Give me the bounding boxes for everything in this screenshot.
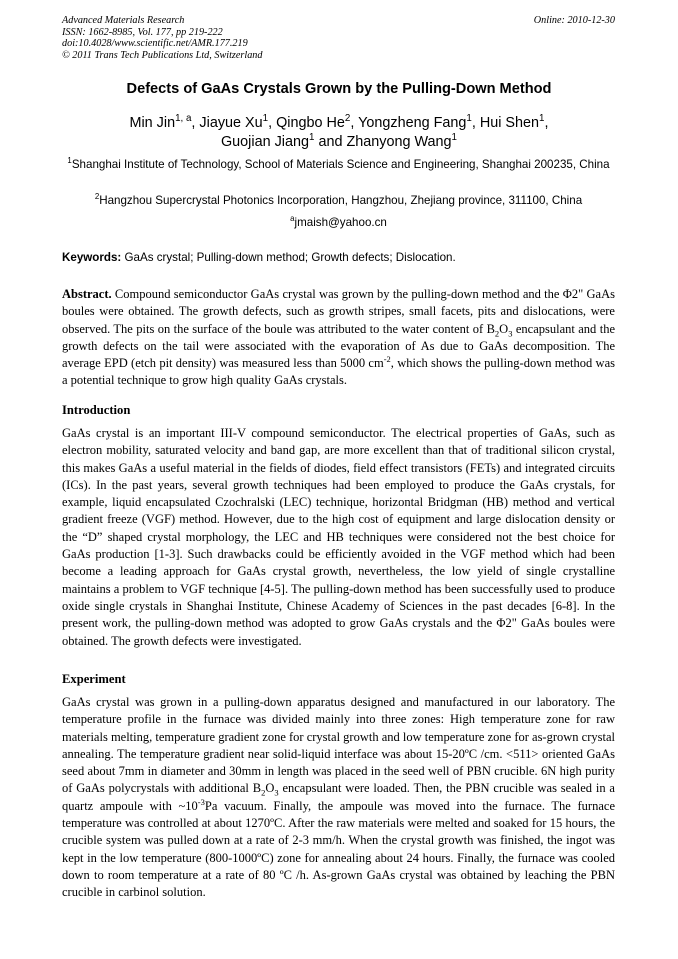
journal-header	[62, 15, 262, 61]
author-separator: ,	[268, 115, 277, 131]
author-line-2	[0, 133, 678, 152]
introduction-text: GaAs crystal is an important III-V compound semiconductor. The electrical properties of GaAs, such as electron mobility, saturated velocity and band gap, are more excellent than that of traditional silicon crystal, this makes GaAs a useful material in the fields of diodes, field effect transistors (FETs) and integrated circuits (ICs). In the past years, several growth techniques had been employed to produce the GaAs crystals, for example, liquid encapsulated Czochralski (LEC) technique, horizontal Bridgman (HB) method and vertical gradient freeze (VGF) method. However, due to the high cost of equipment and large dislocation density or the “D” shaped crystal morphology, the LEC and HB techniques were considered not the best choice for GaAs production [1-3]. Such drawbacks could be efficiently avoided in the VGF method which had been become a leading approach for GaAs crystal growth, nevertheless, the low yield of single crystalline maintains a problem to VGF technique [4-5]. The pulling-down method has been successfully used to produce oxide single crystals in Shanghai Institute, Chinese Academy of Sciences in the past decades [6-8]. In the present work, the pulling-down method was adopted to grow GaAs crystals and the Φ2" GaAs boules were obtained. The growth defects were investigated.	[62, 426, 615, 648]
author-separator: ,	[471, 115, 480, 131]
author-name: Hui Shen	[479, 115, 540, 131]
author-name: Jiayue Xu	[199, 115, 263, 131]
abstract-subscript: 3	[508, 328, 513, 339]
abstract-superscript: -2	[383, 354, 391, 365]
author-affil-mark: 1	[539, 113, 545, 125]
journal-issn: ISSN: 1662-8985, Vol. 177, pp 219-222	[62, 26, 223, 38]
abstract-subscript: 2	[494, 328, 500, 339]
author-line-1	[0, 114, 678, 133]
abstract-text: encapsulant and the growth defects on the tail were associated with the evaporation of As due to GaAs decomposition. The average EPD (etch pit density) was measured less than 5000 cm	[62, 321, 615, 371]
author-separator: and	[314, 134, 347, 150]
author-separator: ,	[544, 115, 549, 131]
experiment-superscript: -3	[197, 796, 205, 807]
author-name: Yongzheng Fang	[358, 115, 467, 131]
author-affil-mark: 1	[451, 132, 457, 144]
abstract	[62, 286, 615, 390]
paper-title: Defects of GaAs Crystals Grown by the Pulling-Down Method	[126, 81, 552, 97]
abstract-label: Abstract.	[62, 287, 112, 301]
author-separator: ,	[350, 115, 359, 131]
author-separator: ,	[191, 115, 200, 131]
experiment-heading: Experiment	[62, 672, 126, 686]
author-name: Min Jin	[129, 115, 176, 131]
experiment-text-part: encapsulant were loaded. Then, the PBN crucible was sealed in a quartz ampoule with ~10	[62, 781, 615, 813]
experiment-text	[62, 694, 615, 902]
author-list	[0, 114, 678, 152]
online-date: Online: 2010-12-30	[533, 15, 615, 26]
affiliation-text: Hangzhou Supercrystal Photonics Incorporation, Hangzhou, Zhejiang province, 311100, China	[99, 194, 583, 207]
abstract-text: O	[499, 321, 509, 336]
affiliation-mark: 2	[94, 192, 100, 202]
corresponding-email	[62, 215, 615, 230]
experiment-text-part: O	[265, 781, 275, 796]
experiment-text-part: Pa vacuum. Finally, the ampoule was moved into the furnace. The furnace temperature was controlled at about 1270ºC. After the raw materials were melted and soaked for 15 hours, the crucible system was pulled down at a rate of 2-3 mm/h. When the crystal growth was finished, the ingot was kept in the low temperature (800-1000ºC) zone for annealing about 24 hours. Finally, the furnace was cooled down to room temperature at a rate of 80 ºC /h. As-grown GaAs crystal was obtained by leaching the PBN crucible in carbinol solution.	[62, 798, 615, 900]
email-address: jmaish@yahoo.cn	[294, 216, 387, 229]
journal-name: Advanced Materials Research	[62, 15, 185, 26]
email-mark: a	[290, 214, 295, 224]
experiment-text-part: GaAs crystal was grown in a pulling-down apparatus designed and manufactured in our laboratory. The temperature profile in the furnace was divided mainly into three zones: High temperature zone for raw materials melting, temperature gradient zone for crystal growth and low temperature zone for as-grown crystal annealing. The temperature gradient near solid-liquid interface was about 15-20ºC /cm. <511> oriented GaAs seed about 7mm in diameter and 30mm in length was placed in the seed well of PBN crucible. 6N high purity of GaAs polycrystals with additional B	[62, 695, 615, 796]
affiliation-mark: 1	[67, 156, 72, 166]
affiliation-1	[62, 157, 615, 172]
journal-copyright: © 2011 Trans Tech Publications Ltd, Switzerland	[62, 49, 263, 61]
author-affil-mark: 1	[466, 113, 472, 125]
keywords	[62, 251, 615, 264]
affiliation-2	[62, 193, 615, 208]
author-affil-mark: 2	[344, 113, 351, 125]
introduction-heading: Introduction	[62, 403, 131, 417]
journal-doi: doi:10.4028/www.scientific.net/AMR.177.219	[62, 38, 248, 50]
keywords-text: GaAs crystal; Pulling-down method; Growth defects; Dislocation.	[121, 251, 456, 264]
author-name: Guojian Jiang	[220, 134, 309, 150]
author-affil-mark: 1	[309, 132, 315, 144]
abstract-text: Compound semiconductor GaAs crystal was grown by the pulling-down method and the Φ2" GaAs boules were obtained. The growth defects, such as growth stripes, small facets, pits and dislocations, were observed. The pits on the surface of the boule was attributed to the water content of B	[62, 287, 615, 336]
author-name: Qingbo He	[276, 115, 345, 131]
experiment-subscript: 2	[261, 787, 266, 798]
author-affil-mark: 1, a	[175, 113, 192, 125]
keywords-label: Keywords:	[62, 251, 122, 264]
author-name: Zhanyong Wang	[346, 134, 452, 150]
experiment-subscript: 3	[274, 787, 279, 798]
affiliation-text: Shanghai Institute of Technology, School of Materials Science and Engineering, Shanghai 200235, China	[71, 158, 610, 171]
abstract-text: , which shows the pulling-down method was a potential technique to grow high quality GaAs crystals.	[62, 356, 616, 388]
author-affil-mark: 1	[262, 113, 269, 125]
